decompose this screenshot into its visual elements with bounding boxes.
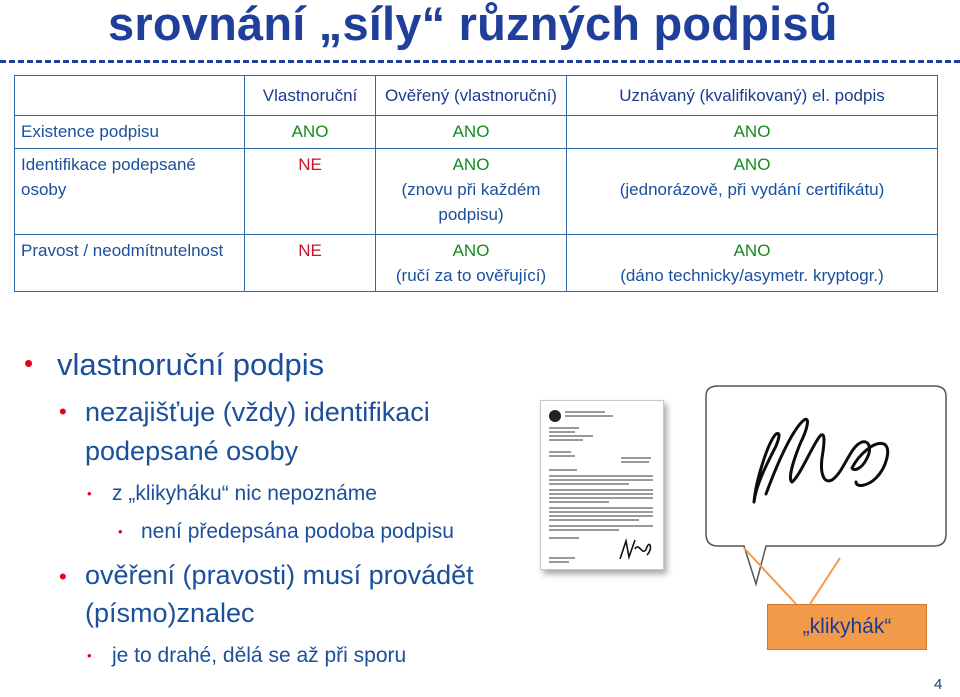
cell-value: [567, 149, 938, 235]
cell-value: [376, 149, 567, 235]
row-label: Pravost / neodmítnutelnost: [15, 235, 245, 292]
bullet-level1: vlastnoruční podpis: [57, 347, 325, 382]
small-signature-icon: [617, 537, 657, 563]
row-label: Existence podpisu: [15, 116, 245, 149]
cell-value: NE: [245, 235, 376, 292]
bullet-dot: •: [87, 486, 92, 501]
cell-note: (dáno technicky/asymetr. kryptogr.): [620, 266, 884, 285]
bullet-dot: •: [118, 524, 123, 539]
header-cell-qualified: Uznávaný (kvalifikovaný) el. podpis: [567, 76, 938, 116]
cell-value: NE: [245, 149, 376, 235]
bullet-level4: není předepsána podoba podpisu: [141, 520, 454, 543]
cell-main: ANO: [452, 155, 490, 174]
letter-logo-icon: [549, 410, 561, 422]
header-cell-empty: [15, 76, 245, 116]
header-cell-handwritten: Vlastnoruční: [245, 76, 376, 116]
bullet-level2: nezajišťuje (vždy) identifikaci: [85, 397, 430, 427]
cell-main: ANO: [733, 241, 771, 260]
cell-value: ANO: [245, 116, 376, 149]
table-header-row: [15, 76, 938, 116]
callout-connector: [736, 540, 848, 610]
cell-value: [376, 235, 567, 292]
table-row: [15, 116, 938, 149]
cell-note: (znovu při každém podpisu): [401, 180, 541, 224]
bullet-level3: je to drahé, dělá se až při sporu: [112, 644, 407, 667]
cell-value: ANO: [567, 116, 938, 149]
page-number: 4: [934, 676, 943, 693]
bullet-level2: ověření (pravosti) musí provádět: [85, 560, 474, 590]
cell-note: (jednorázově, při vydání certifikátu): [619, 180, 885, 199]
cell-value: [567, 235, 938, 292]
bullet-level3: z „klikyháku“ nic nepoznáme: [112, 482, 377, 505]
bullet-dot: •: [59, 564, 67, 589]
comparison-table: [14, 75, 938, 292]
cell-value: ANO: [376, 116, 567, 149]
table-row: [15, 149, 938, 235]
cell-main: ANO: [452, 241, 490, 260]
callout-label-box: „klikyhák“: [767, 604, 927, 650]
title-divider: [0, 60, 960, 63]
header-cell-verified: Ověřený (vlastnoruční): [376, 76, 567, 116]
letter-thumbnail: [540, 400, 664, 570]
bullet-level2-cont: (písmo)znalec: [85, 598, 255, 628]
bullet-dot: •: [87, 648, 92, 663]
bullet-level2-cont: podepsané osoby: [85, 436, 299, 466]
table-row: [15, 235, 938, 292]
bullet-dot: •: [24, 348, 34, 378]
row-label: Identifikace podepsané osoby: [15, 149, 245, 235]
cell-main: ANO: [733, 155, 771, 174]
slide-title: srovnání „síly“ různých podpisů: [108, 0, 838, 50]
cell-note: (ručí za to ověřující): [395, 266, 547, 285]
bullet-dot: •: [59, 399, 67, 424]
